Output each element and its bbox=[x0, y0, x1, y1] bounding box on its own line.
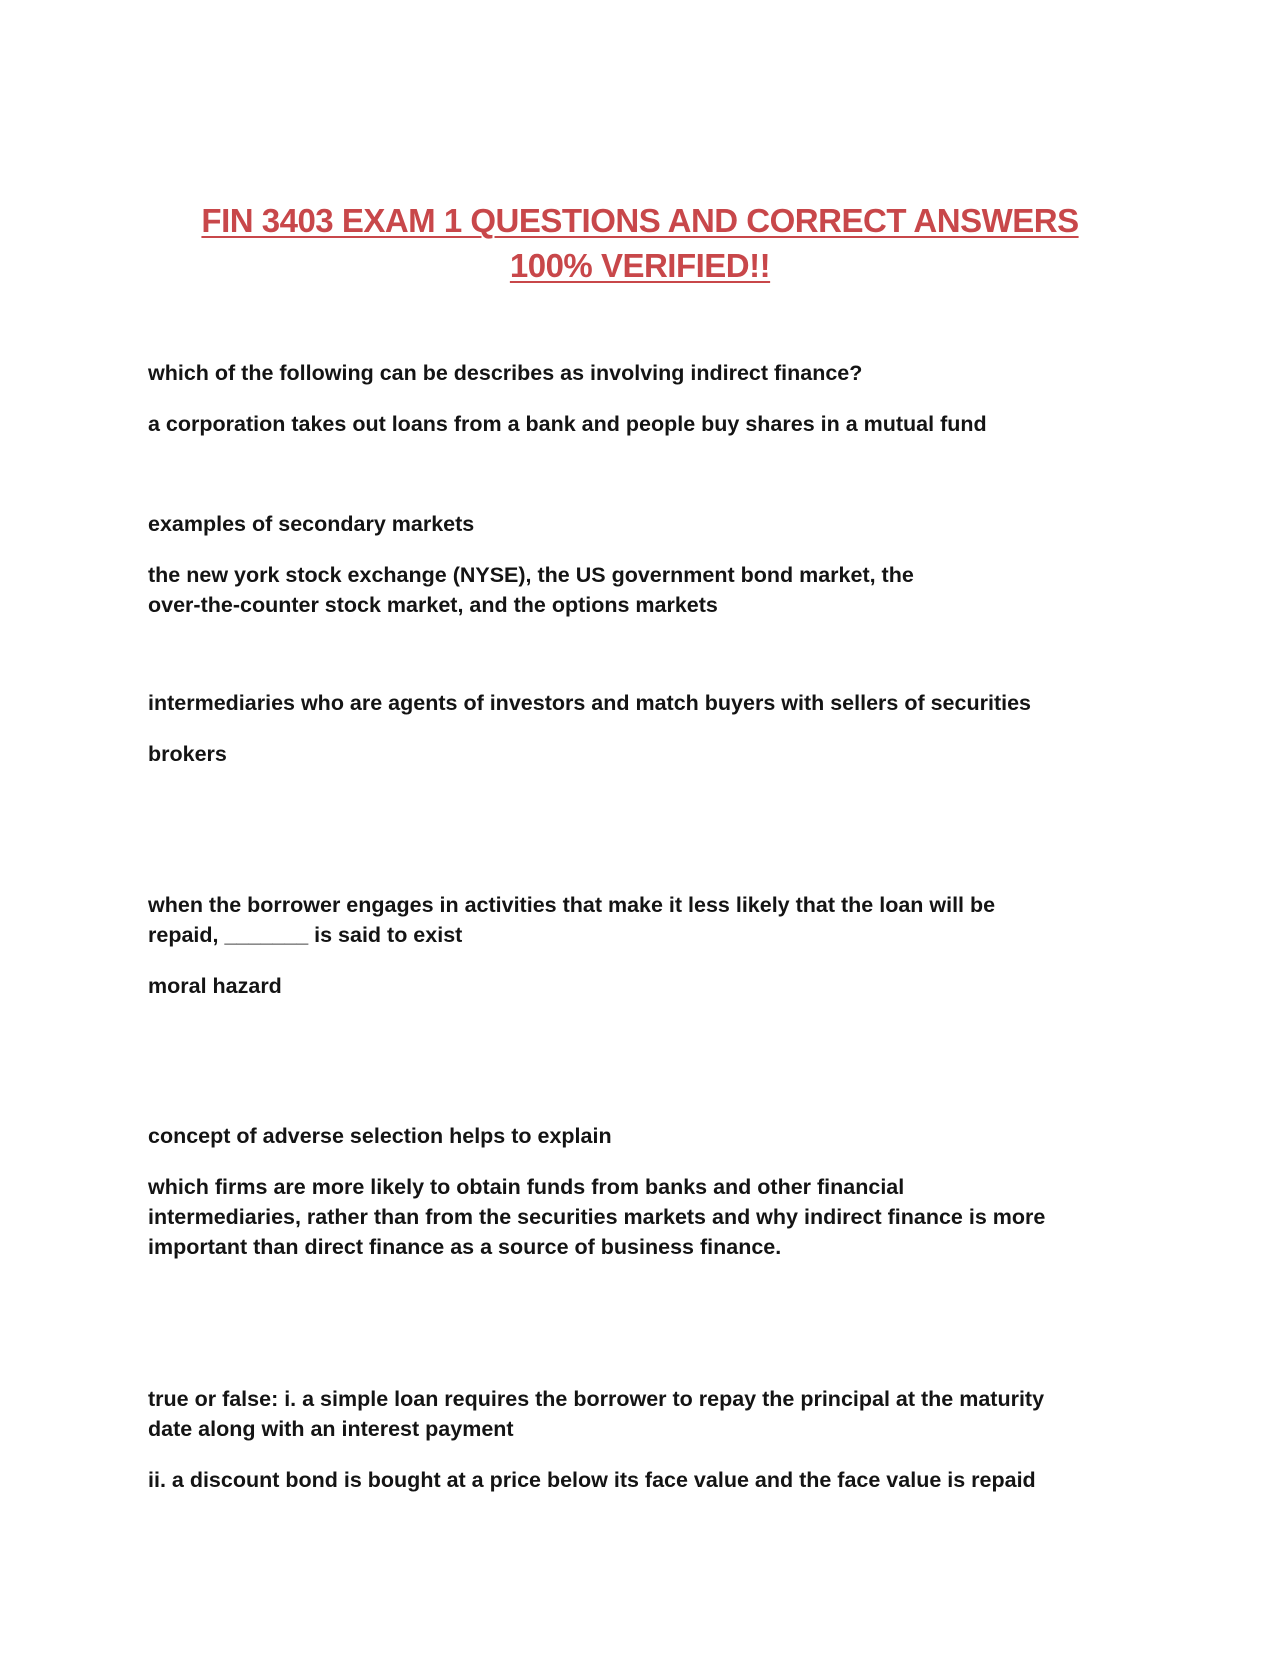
question-text: concept of adverse selection helps to explain bbox=[148, 1124, 612, 1148]
answer-text: the new york stock exchange (NYSE), the US government bond market, the over-the-counter stock market, and the options markets bbox=[148, 563, 914, 617]
qa-card-6 bbox=[148, 1384, 1148, 1495]
qa-card-2 bbox=[148, 509, 1148, 620]
answer-text: a corporation takes out loans from a bank and people buy shares in a mutual fund bbox=[148, 412, 987, 436]
title-line-1: FIN 3403 EXAM 1 QUESTIONS AND CORRECT ANSWERS bbox=[201, 202, 1079, 239]
answer-text: ii. a discount bond is bought at a price below its face value and the face value is repaid bbox=[148, 1468, 1036, 1492]
qa-card-1 bbox=[148, 358, 1148, 439]
question-text: which of the following can be describes as involving indirect finance? bbox=[148, 361, 863, 385]
question-text: intermediaries who are agents of investors and match buyers with sellers of securities bbox=[148, 691, 1031, 715]
title-line-2: 100% VERIFIED!! bbox=[509, 247, 771, 284]
answer-text: which firms are more likely to obtain funds from banks and other financial intermediaries, rather than from the securities markets and why indirect finance is more important than direct finance as a source of business finance. bbox=[148, 1175, 1046, 1259]
qa-card-4 bbox=[148, 890, 1148, 1001]
answer-text: brokers bbox=[148, 742, 227, 766]
qa-card-3 bbox=[148, 688, 1148, 769]
qa-card-5 bbox=[148, 1121, 1148, 1262]
question-text: true or false: i. a simple loan requires the borrower to repay the principal at the maturity date along with an interest payment bbox=[148, 1387, 1045, 1441]
answer-text: moral hazard bbox=[148, 974, 282, 998]
question-text: when the borrower engages in activities that make it less likely that the loan will be repaid, _______ is said to exist bbox=[148, 893, 996, 947]
document-title bbox=[150, 198, 1130, 288]
question-text: examples of secondary markets bbox=[148, 512, 475, 536]
